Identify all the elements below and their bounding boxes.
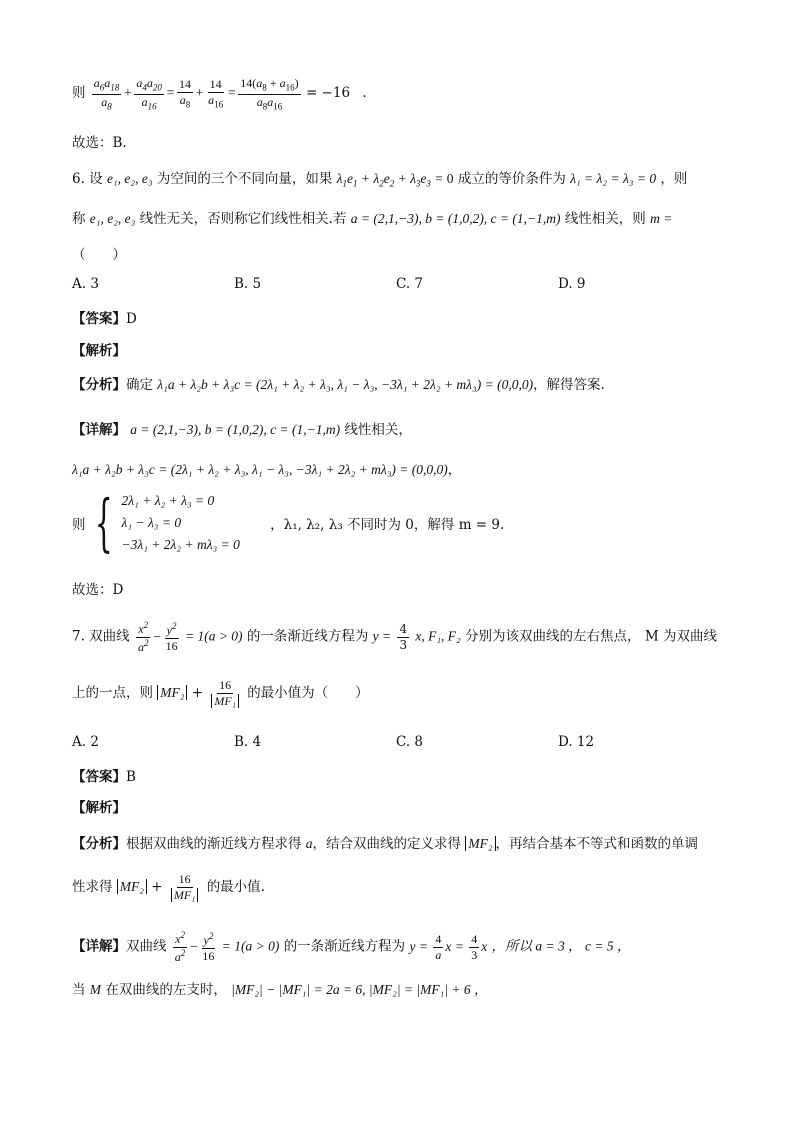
q7-number: 7. 双曲线: [72, 628, 130, 645]
q7-asym-lhs: y =: [372, 628, 392, 644]
q6-answer-label: 【答案】: [72, 311, 126, 327]
q6-text4: ，则: [660, 171, 688, 187]
q7-fenxi2: ，结合双曲线的定义求得: [312, 836, 462, 852]
q7-fenxi3: ，再结合基本不等式和函数的单调: [495, 836, 699, 852]
q7-last-m: M: [89, 982, 102, 997]
q7-detail-line: [72, 930, 630, 965]
prev-tail: = −16: [305, 85, 351, 102]
q7-detail-label: 【详解】: [72, 938, 126, 955]
q7-detail2: 的一条渐近线方程为: [283, 938, 406, 955]
q6-fenxi: [72, 373, 605, 393]
q6-analysis-label: 【解析】: [72, 343, 126, 359]
q6-text7: 线性相关，则: [564, 211, 646, 227]
q6-number: 6. 设: [72, 171, 103, 187]
q6-answer-value: D: [126, 311, 137, 327]
q7-fenxi1: 根据双曲线的渐近线方程求得: [126, 836, 302, 852]
q7-option-c: C. 8: [396, 734, 424, 750]
left-brace-icon: {: [94, 486, 113, 559]
q6-detail-eq-line: [72, 458, 461, 478]
q7-last-eq: |MF₂| − |MF₁| = 2a = 6, |MF₂| = |MF₁| + 6 ，: [231, 982, 488, 997]
q6-lin-comb: $\lambda_1e_1 + \lambda_2e_2 + \lambda_3e_3 = 0$: [336, 171, 454, 189]
q7-last-mid: 在双曲线的左支时，: [105, 982, 227, 998]
q7-last-pre: 当: [72, 982, 86, 998]
q7-answer-value: B: [126, 769, 136, 785]
q6-fenxi-post: ，解得答案.: [533, 377, 605, 393]
q6-fenxi-label: 【分析】: [72, 377, 126, 393]
q7-frac-16: $\frac{16}{\text{MF₁}}$: [209, 678, 241, 709]
q7-line1: [72, 620, 717, 655]
q7-option-d: D. 12: [558, 734, 595, 750]
q7-last-line: [72, 978, 488, 998]
q7-fenxi2-abs-mf2: MF₂: [117, 879, 147, 894]
q6-system-eq3: −3λ₁ + 2λ₂ + mλ₃ = 0: [121, 537, 240, 552]
q6-option-b: B. 5: [234, 276, 262, 292]
q7-text5: 上的一点，则: [72, 685, 153, 701]
q6-paren: （ ）: [72, 247, 126, 263]
q6-detail-post: 线性相关，: [344, 422, 412, 438]
q7-cond: = 1(a > 0): [184, 628, 243, 644]
q7-detail-hyperbola: $\frac{x^2}{a^2}$ − $\frac{y^2}{16}$: [174, 930, 215, 964]
q7-abs-mf1: MF₁: [211, 694, 239, 708]
q6-system-eq1: 2λ₁ + λ₂ + λ₃ = 0: [121, 493, 215, 508]
q7-option-b: B. 4: [234, 734, 262, 750]
q6-detail-comma: ，: [447, 462, 462, 478]
q6-vectors: e₁, e₂, e₃: [106, 171, 153, 186]
q6-text2: 成立的等价条件为: [457, 171, 566, 187]
q6-text5: 称: [72, 211, 86, 227]
q7-fenxi-label: 【分析】: [72, 836, 126, 852]
q6-option-c: C. 7: [396, 276, 424, 292]
prev-period: .: [362, 85, 367, 102]
q6-detail-equation: λ₁a + λ₂b + λ₃c = (2λ₁ + λ₂ + λ₃, λ₁ − λ₃, −3λ₁ + 2λ₂ + mλ₃) = (0,0,0): [72, 462, 448, 477]
q6-system-block: [72, 486, 505, 559]
q6-option-d: D. 9: [558, 276, 586, 292]
q7-fenxi-frac: $\frac{16}{\text{MF₁}}$: [169, 872, 201, 903]
q7-fenxi-a: a: [305, 836, 313, 851]
prev-formula: $\frac{a_6a_{18}}{a_8}$ + $\frac{a_4a_{20}}{a_{16}}$ = $\frac{14}{a_8}$ + $\frac{14}{a_{16}}$ = $\frac{14(a_8 + a_{16})}{a_8a_{16}}$: [93, 76, 299, 112]
q7-analysis-label: 【解析】: [72, 800, 126, 816]
q6-choose: 故选：D: [72, 582, 124, 598]
q7-asym-frac: $\frac{4}{3}$: [399, 621, 408, 652]
q7-fenxi-abs-mf1: MF₁: [171, 888, 199, 902]
q6-line1: [72, 167, 687, 189]
q6-detail-given: a = (2,1,−3), b = (1,0,2), c = (1,−1,m): [130, 422, 341, 437]
q6-detail: [72, 418, 412, 438]
q6-text1: 为空间的三个不同向量，如果: [156, 171, 333, 187]
q6-unknown: m =: [650, 211, 673, 226]
q6-fenxi-pre: 确定: [126, 377, 153, 393]
q6-option-a: A. 3: [72, 276, 99, 292]
q6-vectors-2: e₁, e₂, e₃: [89, 211, 136, 226]
q7-text6: 的最小值为（ ）: [247, 685, 369, 701]
q7-hyperbola: $\frac{x^2}{a^2}$ − $\frac{y^2}{16}$: [137, 620, 178, 654]
q7-abs-mf2: MF₂: [157, 685, 187, 700]
prev-result-line: [72, 76, 367, 112]
q6-system-eq2: λ₁ − λ₃ = 0: [121, 515, 182, 530]
q7-text4: M 为双曲线: [644, 628, 717, 645]
q6-answer: [72, 307, 137, 327]
prev-intro: 则: [72, 85, 86, 102]
q7-line2: 上的一点，则 MF₂ + $\frac{16}{\text{MF₁}}$ 的最小值为（ ）: [72, 678, 369, 708]
q7-fenxi-abs-mf2: MF₂: [465, 836, 495, 851]
q6-fenxi-equation: λ₁a + λ₂b + λ₃c = (2λ₁ + λ₂ + λ₃, λ₁ − λ₃, −3λ₁ + 2λ₂ + mλ₃) = (0,0,0): [157, 377, 534, 392]
q7-foci: x, F₁, F₂: [415, 628, 461, 644]
q6-system: [122, 490, 240, 556]
q7-fenxi4: 性求得: [72, 879, 113, 895]
q7-detail-cond: = 1(a > 0): [221, 938, 280, 954]
q7-text3: 分别为该双曲线的左右焦点，: [465, 628, 641, 645]
q7-text1: 的一条渐近线方程为: [246, 628, 369, 645]
q7-answer: [72, 765, 136, 785]
prev-choose: 故选：B.: [72, 135, 127, 151]
q7-detail1: 双曲线: [126, 938, 167, 955]
q6-detail-label: 【详解】: [72, 422, 126, 438]
q6-line2: [72, 207, 672, 227]
q7-detail3: ，所以 a = 3 ， c = 5 ，: [491, 938, 631, 954]
q7-detail-asym: y = $\frac{4}{a}$ x = $\frac{4}{3}$ x: [409, 932, 488, 962]
q6-given: a = (2,1,−3), b = (1,0,2), c = (1,−1,m): [350, 211, 561, 226]
q6-text6: 线性无关，否则称它们线性相关.若: [139, 211, 347, 227]
q7-fenxi-line1: [72, 832, 698, 852]
q7-answer-label: 【答案】: [72, 769, 126, 785]
q6-system-tail: ，λ₁, λ₂, λ₃ 不同时为 0，解得 m = 9.: [270, 517, 505, 533]
q6-then: 则: [72, 517, 86, 533]
q7-option-a: A. 2: [72, 734, 99, 750]
q6-cond: λ₁ = λ₂ = λ₃ = 0: [570, 171, 657, 186]
q7-fenxi5: 的最小值.: [206, 879, 265, 895]
q7-fenxi-line2: 性求得 MF₂ + $\frac{16}{\text{MF₁}}$ 的最小值.: [72, 872, 265, 902]
